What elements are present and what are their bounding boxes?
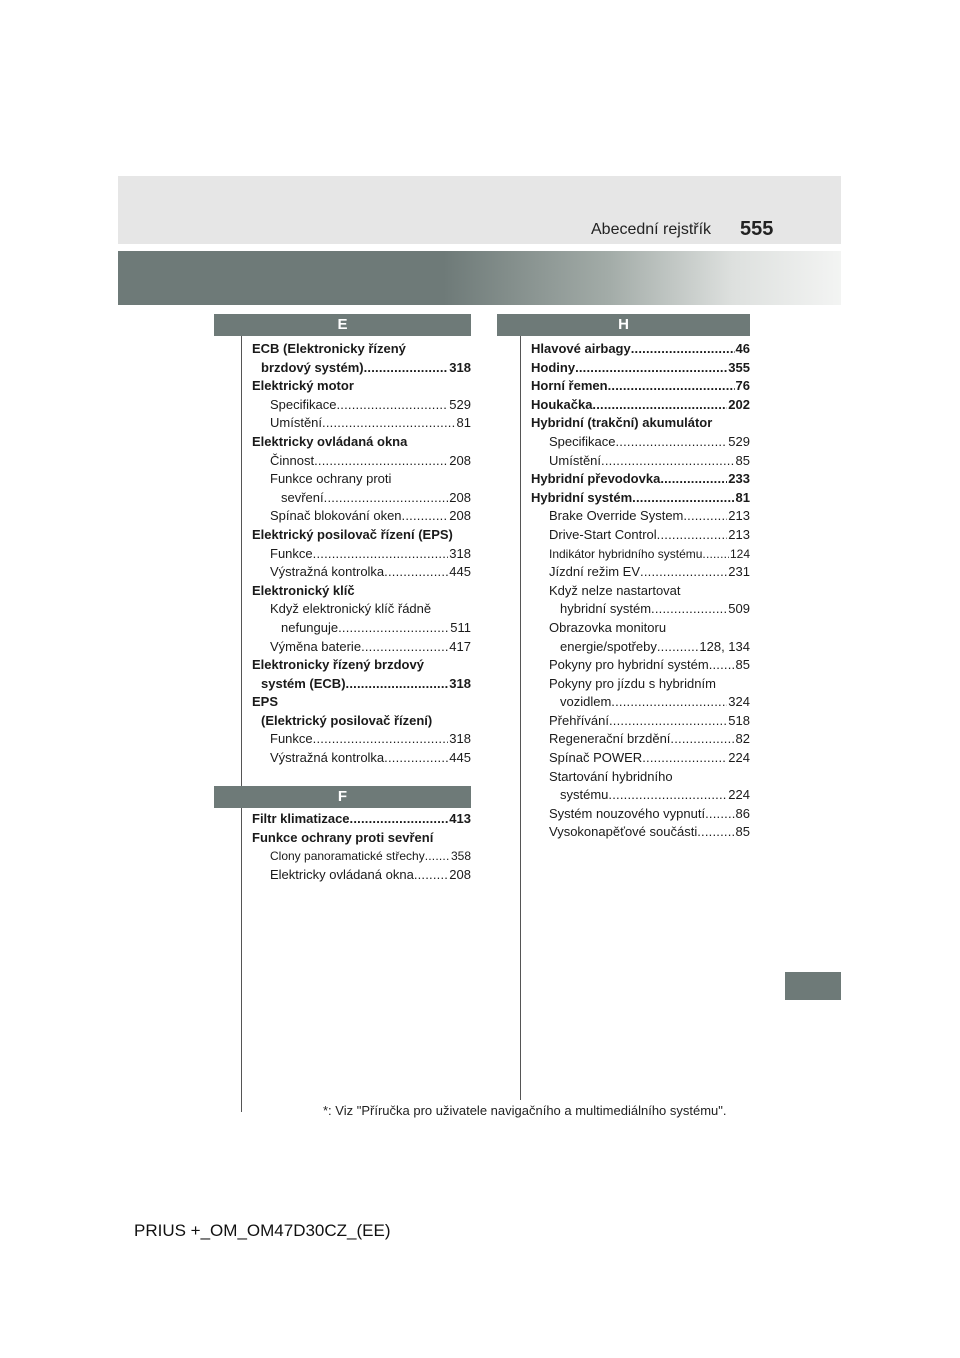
index-entry-label: systému xyxy=(560,787,609,803)
index-entry-label: Pokyny pro hybridní systém xyxy=(549,657,709,673)
index-entry xyxy=(252,359,471,378)
index-entry xyxy=(531,377,750,396)
index-entry-label: Výstražná kontrolka xyxy=(270,750,385,766)
index-entry-page: 509 xyxy=(728,601,750,617)
index-entry-page: 318 xyxy=(449,675,471,691)
index-entry xyxy=(531,712,750,731)
index-entry xyxy=(252,582,471,601)
index-entry-label: Spínač POWER xyxy=(549,750,643,766)
dot-leader xyxy=(313,730,449,749)
index-entry-page: 231 xyxy=(728,564,750,580)
index-entry-page: 529 xyxy=(449,396,471,412)
dot-leader xyxy=(350,810,449,829)
dot-leader xyxy=(657,638,699,657)
index-entry-label: nefunguje xyxy=(281,619,339,635)
index-entry xyxy=(252,829,471,848)
index-entry xyxy=(252,545,471,564)
index-entry xyxy=(252,619,471,638)
index-entry-page: 445 xyxy=(449,564,471,580)
index-entry-label: Elektricky ovládaná okna xyxy=(270,866,414,882)
index-entry xyxy=(252,489,471,508)
index-entry xyxy=(252,712,471,731)
index-entry-page: 85 xyxy=(735,657,750,673)
index-entry xyxy=(531,749,750,768)
index-entry-page: 46 xyxy=(735,341,750,356)
index-entry xyxy=(252,377,471,396)
index-entry-page: 324 xyxy=(728,694,750,710)
index-entry xyxy=(531,396,750,415)
index-entry-label: Elektrický posilovač řízení (EPS) xyxy=(252,526,453,542)
index-entry xyxy=(531,600,750,619)
index-entry-label: Drive-Start Control xyxy=(549,526,657,542)
index-entry-label: Startování hybridního xyxy=(549,768,673,784)
index-entry-label: Regenerační brzdění xyxy=(549,731,671,747)
index-entry-page: 233 xyxy=(728,471,750,487)
footnote: *: Viz "Příručka pro uživatele navigačního a multimediálního systému". xyxy=(323,1103,727,1118)
dot-leader xyxy=(384,749,448,768)
index-list-e xyxy=(252,340,471,768)
dot-leader xyxy=(402,507,449,526)
index-entry-page: 529 xyxy=(728,433,750,449)
dot-leader xyxy=(336,396,448,415)
index-entry xyxy=(252,675,471,694)
dot-leader xyxy=(642,749,727,768)
section-title: Abecední rejstřík xyxy=(591,221,712,238)
dot-leader xyxy=(660,470,727,489)
index-entry-label: Hybridní převodovka xyxy=(531,471,661,487)
index-entry-label: Filtr klimatizace xyxy=(252,811,350,826)
index-entry-label: ECB (Elektronicky řízený xyxy=(252,341,406,356)
index-entry xyxy=(252,452,471,471)
index-entry-page: 511 xyxy=(450,619,471,635)
index-entry xyxy=(531,638,750,657)
index-entry xyxy=(531,526,750,545)
index-entry-label: Umístění xyxy=(549,452,602,468)
index-entry-label: Hodiny xyxy=(531,359,576,375)
chapter-thumb-tab xyxy=(785,972,841,1000)
index-entry-page: 81 xyxy=(735,489,750,505)
index-entry-page: 213 xyxy=(728,526,750,542)
index-entry-label: sevření xyxy=(281,489,324,505)
index-entry xyxy=(531,470,750,489)
index-entry-page: 224 xyxy=(728,787,750,803)
index-entry-page: 86 xyxy=(735,805,750,821)
index-entry xyxy=(252,810,471,829)
index-entry-page: 128, 134 xyxy=(699,638,750,654)
dot-leader xyxy=(705,805,734,824)
dot-leader xyxy=(632,489,734,508)
index-entry-page: 318 xyxy=(449,731,471,747)
index-entry xyxy=(531,507,750,526)
index-entry-page: 208 xyxy=(449,489,471,505)
index-entry-label: Elektrický motor xyxy=(252,378,354,394)
dot-leader xyxy=(709,656,735,675)
index-entry xyxy=(531,675,750,694)
index-entry-page: 355 xyxy=(728,359,750,375)
left-column-divider xyxy=(241,336,242,1112)
index-entry xyxy=(252,526,471,545)
dot-leader xyxy=(384,563,448,582)
index-entry-label: EPS xyxy=(252,694,279,710)
index-entry xyxy=(531,582,750,601)
index-entry-label: Jízdní režim EV xyxy=(549,564,641,580)
index-entry-label: Když nelze nastartovat xyxy=(549,582,681,598)
dot-leader xyxy=(611,693,727,712)
index-entry-label: Brake Override System xyxy=(549,508,684,524)
index-entry-label: Specifikace xyxy=(549,433,616,449)
page-number: 555 xyxy=(740,218,774,240)
index-entry xyxy=(531,786,750,805)
index-list-h xyxy=(531,340,750,842)
index-entry-page: 82 xyxy=(735,731,750,747)
index-entry-label: Clony panoramatické střechy xyxy=(270,849,425,864)
dot-leader xyxy=(425,847,450,866)
index-entry-label: Funkce ochrany proti sevření xyxy=(252,829,434,845)
index-entry-label: Přehřívání xyxy=(549,712,609,728)
index-entry-page: 208 xyxy=(449,508,471,524)
dot-leader xyxy=(322,414,456,433)
dot-leader xyxy=(608,786,727,805)
index-entry-label: systém (ECB) xyxy=(261,675,346,691)
dot-leader xyxy=(615,433,727,452)
index-entry-label: Vysokonapěťové součásti xyxy=(549,824,698,840)
dot-leader xyxy=(592,396,727,415)
dot-leader xyxy=(631,340,735,359)
index-entry xyxy=(531,805,750,824)
index-entry xyxy=(252,396,471,415)
index-entry xyxy=(531,414,750,433)
dot-leader xyxy=(575,359,727,378)
dot-leader xyxy=(346,675,449,694)
index-entry xyxy=(531,452,750,471)
index-entry-label: Činnost xyxy=(270,452,315,468)
index-entry-label: Spínač blokování oken xyxy=(270,508,402,524)
index-entry-label: vozidlem xyxy=(560,694,612,710)
index-entry-page: 358 xyxy=(450,849,471,864)
index-entry-page: 208 xyxy=(449,866,471,882)
index-entry-label: Elektricky ovládaná okna xyxy=(252,433,408,449)
index-entry-label: Specifikace xyxy=(270,396,337,412)
index-entry-label: Indikátor hybridního systému xyxy=(549,546,703,561)
index-list-f xyxy=(252,810,471,884)
index-entry xyxy=(531,823,750,842)
index-entry-page: 224 xyxy=(728,750,750,766)
index-entry-label: Umístění xyxy=(270,415,323,431)
index-entry-label: Hybridní (trakční) akumulátor xyxy=(531,415,713,431)
dot-leader xyxy=(651,600,727,619)
index-entry xyxy=(252,433,471,452)
index-entry xyxy=(252,656,471,675)
index-entry xyxy=(252,749,471,768)
index-entry xyxy=(252,507,471,526)
index-entry-page: 208 xyxy=(449,452,471,468)
index-entry-page: 202 xyxy=(728,396,750,412)
index-entry xyxy=(531,768,750,787)
dot-leader xyxy=(414,866,448,885)
dot-leader xyxy=(608,377,735,396)
index-entry xyxy=(252,847,471,866)
index-entry-label: Výměna baterie xyxy=(270,638,362,654)
index-entry xyxy=(252,866,471,885)
dot-leader xyxy=(601,452,735,471)
index-entry-label: Elektronický klíč xyxy=(252,582,355,598)
index-entry-page: 318 xyxy=(449,359,471,375)
index-entry-label: Funkce xyxy=(270,545,313,561)
index-entry xyxy=(252,563,471,582)
index-entry xyxy=(531,656,750,675)
index-entry xyxy=(252,693,471,712)
index-entry-page: 518 xyxy=(728,712,750,728)
dot-leader xyxy=(697,823,734,842)
index-entry xyxy=(252,340,471,359)
index-entry-page: 81 xyxy=(456,415,471,431)
dot-leader xyxy=(702,545,729,564)
index-entry-page: 318 xyxy=(449,545,471,561)
index-entry xyxy=(252,470,471,489)
dot-leader xyxy=(364,359,449,378)
dot-leader xyxy=(683,507,727,526)
dot-leader xyxy=(313,545,449,564)
index-entry xyxy=(531,489,750,508)
index-entry-page: 213 xyxy=(728,508,750,524)
index-entry-label: brzdový systém) xyxy=(261,359,364,375)
index-entry-label: Funkce xyxy=(270,731,313,747)
index-entry-page: 417 xyxy=(449,638,471,654)
index-entry xyxy=(252,730,471,749)
header-band xyxy=(118,176,841,244)
index-entry-page: 85 xyxy=(735,824,750,840)
document-id: PRIUS +_OM_OM47D30CZ_(EE) xyxy=(134,1221,391,1240)
index-entry xyxy=(531,693,750,712)
index-entry xyxy=(531,545,750,564)
dot-leader xyxy=(361,638,448,657)
index-entry-page: 124 xyxy=(729,546,750,561)
index-entry-label: Hybridní systém xyxy=(531,489,633,505)
index-entry-label: energie/spotřeby xyxy=(560,638,657,654)
index-entry-label: Houkačka xyxy=(531,396,593,412)
index-entry-label: Horní řemen xyxy=(531,378,608,394)
dot-leader xyxy=(609,712,727,731)
index-entry-label: Výstražná kontrolka xyxy=(270,564,385,580)
section-header-e: E xyxy=(214,314,471,336)
index-entry-label: Když elektronický klíč řádně xyxy=(270,601,432,617)
dot-leader xyxy=(657,526,728,545)
index-entry-label: Elektronicky řízený brzdový xyxy=(252,657,424,673)
index-entry xyxy=(531,563,750,582)
dot-leader xyxy=(314,452,448,471)
index-entry xyxy=(531,359,750,378)
section-header-f: F xyxy=(214,786,471,808)
index-entry-label: Pokyny pro jízdu s hybridním xyxy=(549,675,716,691)
index-entry-label: (Elektrický posilovač řízení) xyxy=(261,712,433,728)
index-entry xyxy=(531,340,750,359)
index-entry-page: 445 xyxy=(449,750,471,766)
section-header-h: H xyxy=(497,314,750,336)
index-entry-label: hybridní systém xyxy=(560,601,652,617)
index-entry-page: 85 xyxy=(735,452,750,468)
index-entry-label: Hlavové airbagy xyxy=(531,341,631,356)
index-entry xyxy=(531,433,750,452)
index-entry-label: Obrazovka monitoru xyxy=(549,619,667,635)
decorative-gradient-band xyxy=(118,251,841,305)
index-entry-page: 413 xyxy=(449,811,471,826)
index-entry-page: 76 xyxy=(735,378,750,394)
index-entry xyxy=(252,600,471,619)
dot-leader xyxy=(338,619,449,638)
dot-leader xyxy=(670,730,734,749)
index-entry-label: Systém nouzového vypnutí xyxy=(549,805,706,821)
dot-leader xyxy=(640,563,727,582)
index-entry xyxy=(252,414,471,433)
index-entry xyxy=(252,638,471,657)
index-entry xyxy=(531,619,750,638)
index-entry xyxy=(531,730,750,749)
dot-leader xyxy=(324,489,449,508)
middle-column-divider xyxy=(520,336,521,1100)
index-entry-label: Funkce ochrany proti xyxy=(270,471,392,487)
